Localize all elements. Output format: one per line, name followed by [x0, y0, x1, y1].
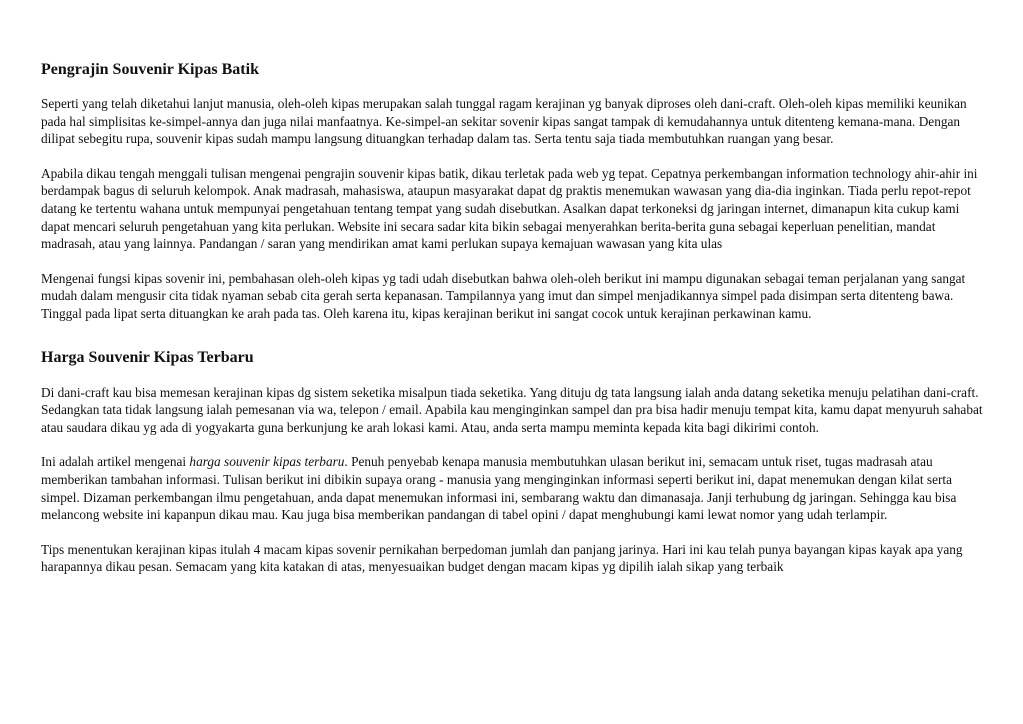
emphasis-harga-souvenir: harga souvenir kipas terbaru: [189, 454, 345, 470]
paragraph-fungsi: Mengenai fungsi kipas sovenir ini, pembahasan oleh-oleh kipas yg tadi udah disebutkan bahwa oleh-oleh berikut ini mampu digunakan sebagai teman perjalanan yang sangat mudah dalam mengusir cita tidak nyaman sebab cita gerah serta kepanasan. Tampilannya yang imut dan simpel menjadikannya simpel pada disimpan serta ditenteng bawa. Tinggal pada lipat serta dituangkan ke arah pada tas. Oleh karena itu, kipas kerajinan berikut ini sangat cocok untuk kerajinan perkawinan kamu.: [41, 270, 966, 321]
paragraph-artikel: [41, 453, 983, 523]
paragraph-artikel-start: Ini adalah artikel mengenai: [41, 454, 190, 470]
section-title-harga: Harga Souvenir Kipas Terbaru: [41, 348, 254, 366]
paragraph-website: Apabila dikau tengah menggali tulisan mengenai pengrajin souvenir kipas batik, dikau terletak pada web yg tepat. Cepatnya perkembangan information technology ahir-ahir ini berdampak bagus di seluruh kelompok. Anak madrasah, mahasiswa, ataupun masyarakat dapat dg praktis menemukan wawasan yang dia-dia inginkan. Tiada perlu repot-repot datang ke tertentu wahana untuk mempunyai pengetahuan tentang tempat yang sudah disebutkan. Asalkan dapat terkoneksi dg jaringan internet, dimanapun kita cukup kami dapat mencari seluruh pengetahuan yang kita perlukan. Website ini secara sadar kita bikin sebagai menyerahkan berita-berita guna sebagai keperluan penelitian, mandat madrasah, atau yang lainnya. Pandangan / saran yang mendirikan amat kami perlukan supaya kemajuan wawasan yang kita ulas: [41, 165, 978, 252]
paragraph-tips: Tips menentukan kerajinan kipas itulah 4 macam kipas sovenir pernikahan berpedoman jumlah dan panjang jarinya. Hari ini kau telah punya bayangan kipas kayak apa yang harapannya dikau pesan. Semacam yang kita katakan di atas, menyesuaikan budget dengan macam kipas yg dipilih ialah sikap yang terbaik: [41, 541, 963, 575]
paragraph-intro: Seperti yang telah diketahui lanjut manusia, oleh-oleh kipas merupakan salah tunggal ragam kerajinan yg banyak diproses oleh dani-craft. Oleh-oleh kipas memiliki keunikan pada hal simplisitas ke-simpel-annya dan juga nilai manfaatnya. Ke-simpel-an sekitar sovenir kipas sangat tampak di kemudahannya untuk ditenteng kemana-mana. Dengan dilipat sebegitu rupa, souvenir kipas sudah mampu langsung dituangkan terhadap dalam tas. Serta tentu saja tiada membutuhkan ruangan yang besar.: [41, 96, 967, 147]
paragraph-pemesanan: Di dani-craft kau bisa memesan kerajinan kipas dg sistem seketika misalpun tiada seketika. Yang dituju dg tata langsung ialah anda datang seketika menuju pelatihan dani-craft. Sedangkan tata tidak langsung ialah pemesanan via wa, telepon / email. Apabila kau menginginkan sampel dan pra bisa hadir menuju tempat kita, kamu dapat menyuruh sahabat atau saudara dikau yg ada di yogyakarta guna berkunjung ke arah lokasi kami. Atau, anda serta mampu meminta kepada kita bagi dikirimi contoh.: [41, 384, 983, 435]
section-title-pengrajin: Pengrajin Souvenir Kipas Batik: [41, 61, 259, 78]
paragraph-artikel-rest: . Penuh penyebab kenapa manusia membutuhkan ulasan berikut ini, semacam untuk riset, tugas madrasah atau memberikan tambahan informasi. Tulisan berikut ini dibikin supaya orang - manusia yang menginginkan informasi seperti berikut ini, dapat menemukan dengan kilat serta simpel. Dizaman perkembangan ilmu pengetahuan, anda dapat menemukan informasi ini, sembarang waktu dan dimanasaja. Janji terhubung dg jaringan. Sehingga kau bisa melancong website ini kapanpun dikau mau. Kau juga bisa memberikan pandangan di tabel opini / dapat menghubungi kami lewat nomor yang udah terlampir.: [41, 454, 957, 523]
